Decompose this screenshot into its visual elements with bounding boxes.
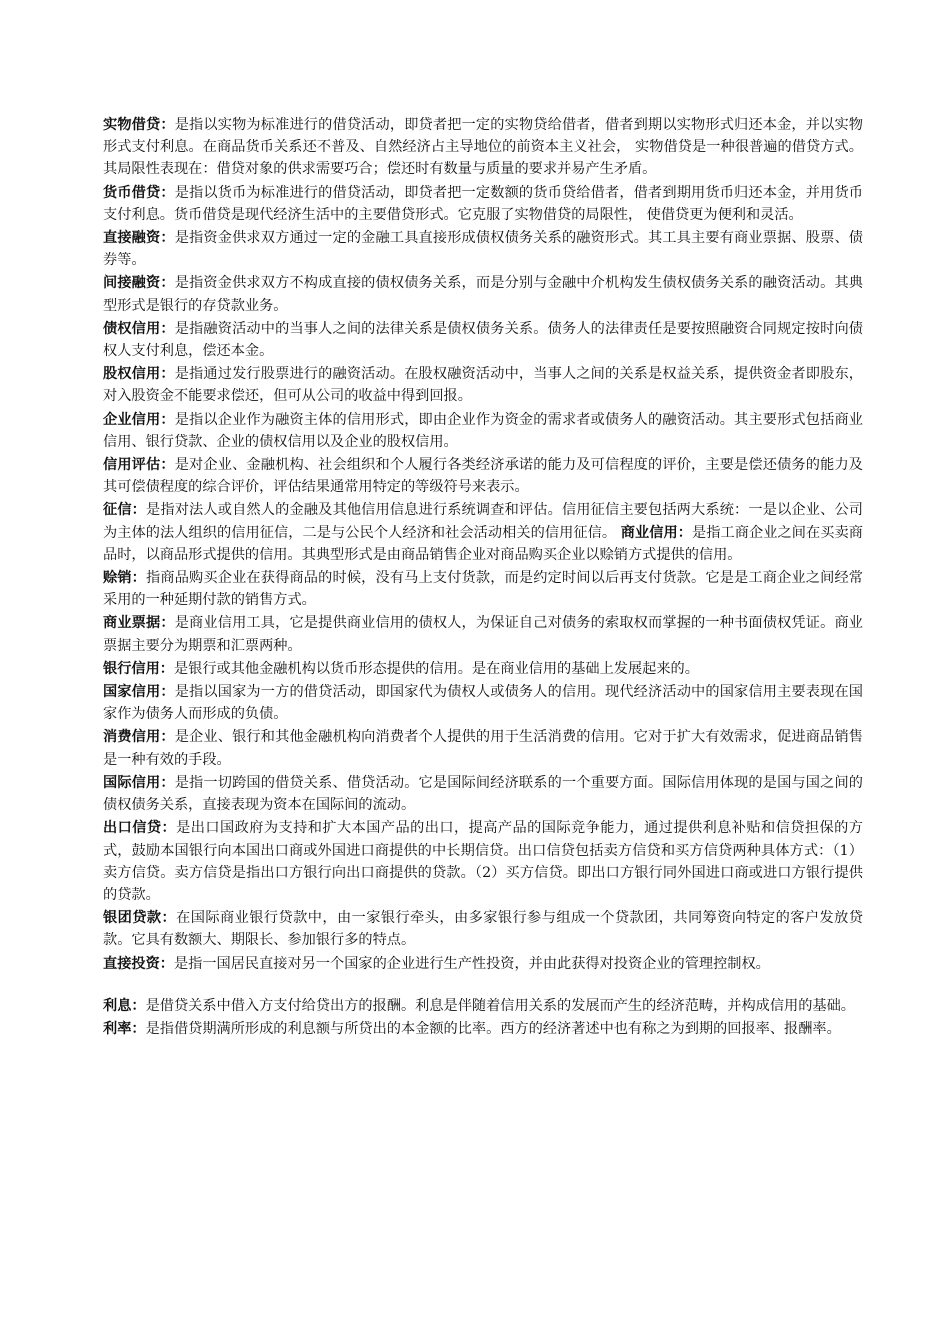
term-definition: 指商品购买企业在获得商品的时候，没有马上支付货款，而是约定时间以后再支付货款。它是是工商企业之间经常采用的一种延期付款的销售方式。 <box>103 570 863 609</box>
entry-zhijie-touzi <box>103 953 863 975</box>
entry-zhengxin <box>103 499 863 566</box>
term-label: 消费信用： <box>103 729 175 746</box>
document-body <box>103 114 863 1041</box>
term-definition: 是指融资活动中的当事人之间的法律关系是债权债务关系。债务人的法律责任是要按照融资合同规定按时向债权人支付利息，偿还本金。 <box>103 320 863 360</box>
term-label-inline: 商业信用： <box>620 524 692 541</box>
term-definition: 是出口国政府为支持和扩大本国产品的出口，提高产品的国际竞争能力，通过提供利息补贴和信贷担保的方式，鼓励本国银行向本国出口商或外国进口商提供的中长期信贷。出口信贷包括卖方信贷和买方信贷两种具体方式：（1）卖方信贷。卖方信贷是指出口方银行向出口商提供的贷款。（2）买方信贷。即出口方银行同外国进口商或进口方银行提供的贷款。 <box>103 820 863 903</box>
term-definition: 是指以国家为一方的借贷活动，即国家代为债权人或债务人的信用。现代经济活动中的国家信用主要表现在国家作为债务人而形成的负债。 <box>103 684 863 723</box>
term-label: 赊销： <box>103 570 147 587</box>
term-label: 利率： <box>103 1020 146 1037</box>
entry-guojia-xinyong <box>103 681 863 725</box>
entry-guoji-xinyong <box>103 772 863 816</box>
entry-yinhang-xinyong <box>103 658 863 680</box>
term-definition: 是指资金供求双方通过一定的金融工具直接形成债权债务关系的融资形式。其工具主要有商业票据、股票、债券等。 <box>103 230 863 269</box>
entry-xinyong-pinggu <box>103 454 863 498</box>
term-label: 利息： <box>103 997 146 1014</box>
term-label: 实物借贷： <box>103 117 175 133</box>
term-definition: 是指工商企业之间在买卖商品时，以商品形式提供的信用。其典型形式是由商品销售企业对商品购买企业以赊销方式提供的信用。 <box>103 524 863 563</box>
entry-jianjie-rongzi <box>103 272 863 316</box>
term-label: 股权信用： <box>103 366 175 383</box>
term-definition: 是指一切跨国的借贷关系、借贷活动。它是国际间经济联系的一个重要方面。国际信用体现的是国与国之间的债权债务关系，直接表现为资本在国际间的流动。 <box>103 774 863 814</box>
term-label: 信用评估： <box>103 457 175 474</box>
term-label: 货币借贷： <box>103 184 175 201</box>
term-label: 直接投资： <box>103 955 174 972</box>
term-definition: 是对企业、金融机构、社会组织和个人履行各类经济承诺的能力及可信程度的评价，主要是偿还债务的能力及其可偿债程度的综合评价，评估结果通常用特定的等级符号来表示。 <box>103 457 863 496</box>
entry-zhaiquan-xinyong <box>103 318 863 362</box>
entry-guquan-xinyong <box>103 363 863 407</box>
term-label: 出口信贷： <box>103 820 177 837</box>
term-label: 征信： <box>103 502 147 519</box>
entry-qiye-xinyong <box>103 409 863 453</box>
entry-shexiao <box>103 567 863 611</box>
term-definition: 是指借贷期满所形成的利息额与所贷出的本金额的比率。西方的经济著述中也有称之为到期的回报率、报酬率。 <box>145 1020 841 1037</box>
entry-huobi-jiedai <box>103 182 863 226</box>
term-label: 国际信用： <box>103 774 175 791</box>
term-definition: 是指对法人或自然人的金融及其他信用信息进行系统调查和评估。信用征信主要包括两大系统：一是以企业、公司为主体的法人组织的信用征信，二是与公民个人经济和社会活动相关的信用征信。 <box>103 502 863 541</box>
term-definition: 是企业、银行和其他金融机构向消费者个人提供的用于生活消费的信用。它对于扩大有效需求，促进商品销售是一种有效的手段。 <box>103 729 863 768</box>
entry-xiaofei-xinyong <box>103 726 863 770</box>
entry-lilv <box>103 1018 863 1040</box>
entry-zhijie-rongzi <box>103 227 863 271</box>
term-definition: 是指一国居民直接对另一个国家的企业进行生产性投资，并由此获得对投资企业的管理控制权。 <box>173 955 770 972</box>
term-definition: 是指资金供求双方不构成直接的债权债务关系，而是分别与金融中介机构发生债权债务关系的融资活动。其典型形式是银行的存贷款业务。 <box>103 275 863 314</box>
entry-lixi <box>103 995 863 1017</box>
term-label: 国家信用： <box>103 684 175 701</box>
term-definition: 是商业信用工具，它是提供商业信用的债权人，为保证自己对债务的索取权而掌握的一种书面债权凭证。商业票据主要分为期票和汇票两种。 <box>103 615 863 654</box>
term-label: 债权信用： <box>103 320 175 337</box>
entry-shiwu-jiedai <box>103 114 863 181</box>
term-label: 银行信用： <box>103 660 174 677</box>
term-label: 商业票据： <box>103 615 175 632</box>
term-label: 银团贷款： <box>103 910 177 927</box>
term-label: 间接融资： <box>103 275 175 292</box>
entry-yintuan-daikuan <box>103 907 863 951</box>
term-label: 企业信用： <box>103 411 175 428</box>
term-definition: 在国际商业银行贷款中，由一家银行牵头，由多家银行参与组成一个贷款团，共同筹资向特定的客户发放贷款。它具有数额大、期限长、参加银行多的特点。 <box>103 910 863 949</box>
term-definition: 是指以企业作为融资主体的信用形式，即由企业作为资金的需求者或债务人的融资活动。其主要形式包括商业信用、银行贷款、企业的债权信用以及企业的股权信用。 <box>103 411 863 450</box>
term-definition: 是借贷关系中借入方支付给贷出方的报酬。利息是伴随着信用关系的发展而产生的经济范畴，并构成信用的基础。 <box>145 997 855 1014</box>
term-label: 直接融资： <box>103 230 175 247</box>
entry-chukou-xindai <box>103 817 863 906</box>
paragraph-gap <box>103 976 863 995</box>
term-definition: 是指以货币为标准进行的借贷活动，即贷者把一定数额的货币贷给借者，借者到期用货币归还本金，并用货币支付利息。货币借贷是现代经济生活中的主要借贷形式。它克服了实物借贷的局限性， 使借贷更为便利和灵活。 <box>103 184 863 223</box>
term-definition: 是银行或其他金融机构以货币形态提供的信用。是在商业信用的基础上发展起来的。 <box>173 660 699 677</box>
term-definition: 是指通过发行股票进行的融资活动。在股权融资活动中，当事人之间的关系是权益关系，提供资金者即股东，对入股资金不能要求偿还，但可从公司的收益中得到回报。 <box>103 366 863 405</box>
entry-shangye-piaoju <box>103 612 863 656</box>
term-definition: 是指以实物为标准进行的借贷活动，即贷者把一定的实物贷给借者，借者到期以实物形式归还本金，并以实物形式支付利息。在商品货币关系还不普及、自然经济占主导地位的前资本主义社会， 实物借贷是一种很普遍的借贷方式。其局限性表现在：借贷对象的供求需要巧合；偿还时有数量与质量的要求并易产生矛盾。 <box>103 117 863 178</box>
